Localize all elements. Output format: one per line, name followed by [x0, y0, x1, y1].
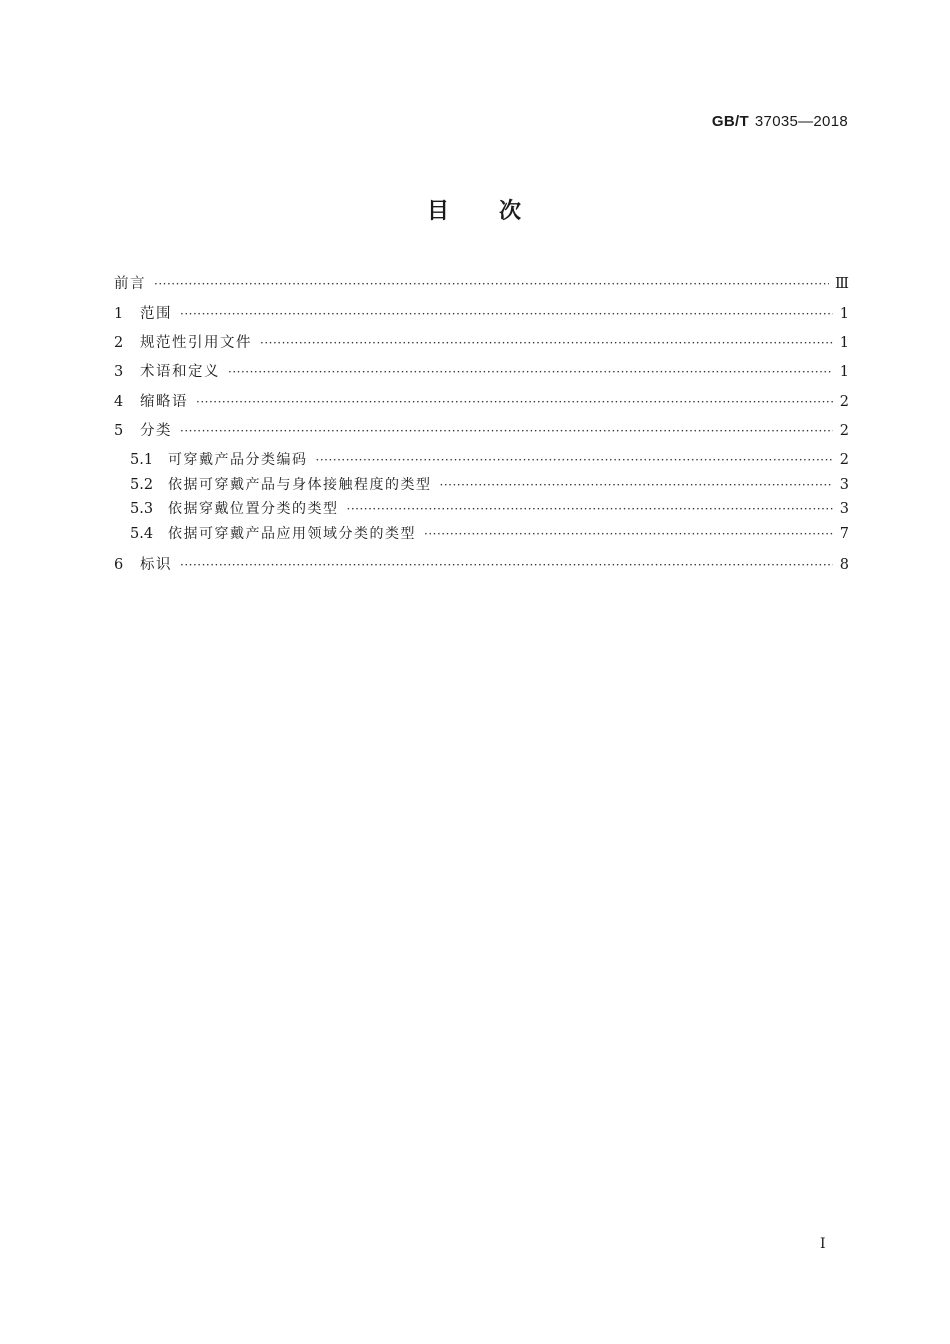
standard-prefix: GB/T — [711, 113, 749, 130]
toc-entry-page: 7 — [839, 526, 849, 542]
toc-entry-page: 8 — [839, 557, 849, 573]
toc-entry-foreword[interactable] — [114, 272, 849, 294]
toc-entry-page: Ⅲ — [835, 276, 849, 292]
toc-entry-page: 2 — [839, 394, 849, 410]
toc-entry-label: 分类 — [140, 423, 172, 439]
toc-entry-label: 前言 — [114, 276, 146, 292]
toc-entry-number: 6 — [114, 557, 124, 573]
title-char-2: 次 — [499, 199, 524, 224]
toc-entry-page: 2 — [839, 423, 849, 439]
leader-dots — [260, 336, 833, 350]
toc-entry-number: 5.4 — [130, 526, 154, 542]
toc-entry-label: 依据穿戴位置分类的类型 — [168, 501, 339, 517]
standard-number: 37035—2018 — [754, 113, 848, 130]
toc-entry-5-3[interactable] — [130, 498, 849, 520]
leader-dots — [180, 424, 833, 438]
title-char-1: 目 — [426, 199, 451, 224]
toc-entry-5-2[interactable] — [130, 474, 849, 496]
toc-entry-number: 2 — [114, 335, 124, 351]
leader-dots — [347, 502, 834, 516]
toc-entry-label: 范围 — [140, 306, 172, 322]
toc-entry-page: 1 — [839, 335, 849, 351]
toc-entry-3[interactable] — [114, 360, 849, 382]
standard-code — [712, 113, 848, 130]
toc-entry-2[interactable] — [114, 331, 849, 353]
toc-entry-label: 缩略语 — [140, 394, 188, 410]
toc-entry-page: 3 — [839, 477, 849, 493]
toc-entry-page: 3 — [839, 501, 849, 517]
toc-entry-label: 可穿戴产品分类编码 — [168, 452, 308, 468]
leader-dots — [316, 453, 834, 467]
toc-entry-label: 术语和定义 — [140, 364, 220, 380]
toc-entry-number: 5 — [114, 423, 124, 439]
leader-dots — [196, 395, 833, 409]
leader-dots — [180, 307, 833, 321]
leader-dots — [228, 365, 833, 379]
toc-entry-page: 1 — [839, 364, 849, 380]
toc-entry-5-4[interactable] — [130, 523, 849, 545]
leader-dots — [440, 478, 834, 492]
toc-entry-number: 4 — [114, 394, 124, 410]
page-title — [0, 194, 950, 225]
leader-dots — [180, 558, 833, 572]
toc-entry-number: 5.1 — [130, 452, 154, 468]
toc-entry-label: 规范性引用文件 — [140, 335, 252, 351]
toc-entry-label: 标识 — [140, 557, 172, 573]
leader-dots — [424, 527, 833, 541]
leader-dots — [154, 277, 829, 291]
toc-entry-1[interactable] — [114, 302, 849, 324]
toc-entry-6[interactable] — [114, 553, 849, 575]
page-number: Ⅰ — [820, 1236, 826, 1252]
toc-entry-number: 3 — [114, 364, 124, 380]
toc-entry-number: 5.2 — [130, 477, 154, 493]
toc-entry-page: 2 — [839, 452, 849, 468]
toc-entry-4[interactable] — [114, 390, 849, 412]
toc-entry-page: 1 — [839, 306, 849, 322]
toc-entry-5-1[interactable] — [130, 449, 849, 471]
toc-entry-label: 依据可穿戴产品应用领域分类的类型 — [168, 526, 416, 542]
toc-entry-number: 1 — [114, 306, 124, 322]
toc-entry-number: 5.3 — [130, 501, 154, 517]
toc-entry-5[interactable] — [114, 419, 849, 441]
toc-entry-label: 依据可穿戴产品与身体接触程度的类型 — [168, 477, 432, 493]
